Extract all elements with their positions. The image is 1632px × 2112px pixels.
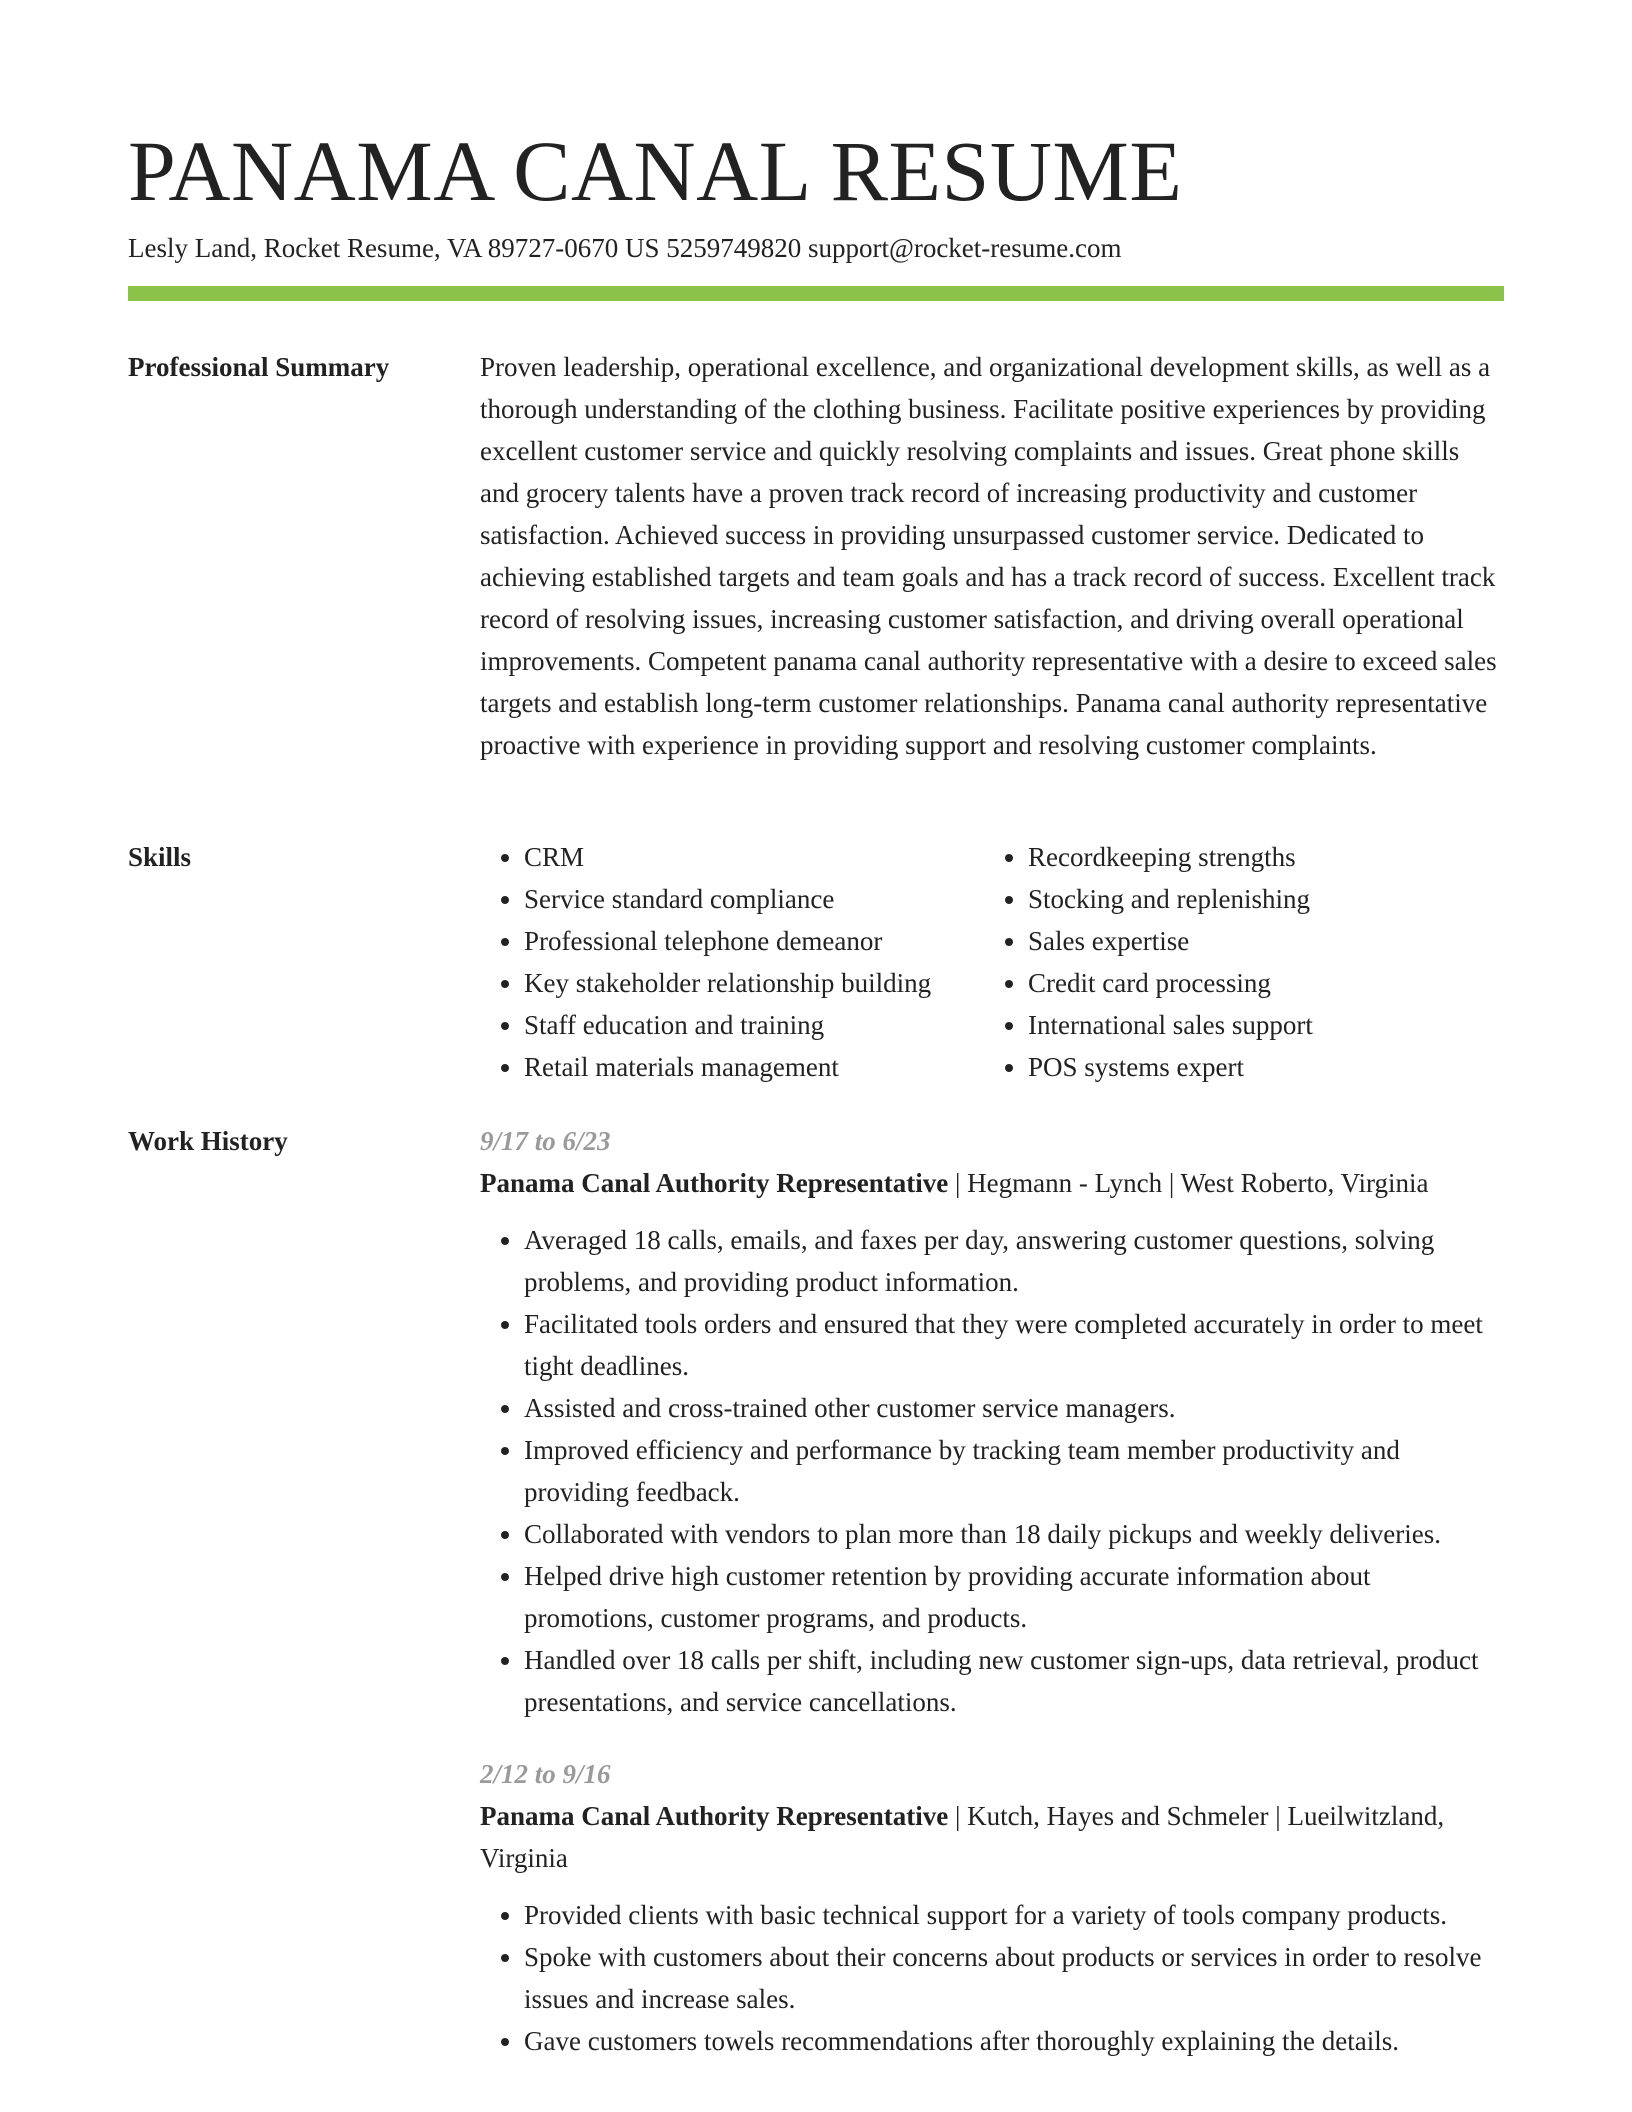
job-heading [480, 1795, 1504, 1879]
job-heading [480, 1162, 1504, 1204]
skill-item: • Recordkeeping strengths [1028, 836, 1488, 878]
skill-item: • POS systems expert [1028, 1046, 1488, 1088]
skills-columns [480, 836, 1504, 1088]
job-entry [480, 1120, 1504, 1723]
job-dates: 2/12 to 9/16 [480, 1759, 611, 1789]
job-bullet: • Handled over 18 calls per shift, including new customer sign-ups, data retrieval, product presentations, and service cancellations. [524, 1639, 1504, 1723]
skills-body [480, 836, 1504, 1088]
summary-text: Proven leadership, operational excellence, and organizational development skills, as well as a thorough understanding of the clothing business. Facilitate positive experiences by providing excellent customer service and quickly resolving complaints and issues. Great phone skills and grocery talents have a proven track record of increasing productivity and customer satisfaction. Achieved success in providing unsurpassed customer service. Dedicated to achieving established targets and team goals and has a track record of success. Excellent track record of resolving issues, increasing customer satisfaction, and driving overall operational improvements. Competent panama canal authority representative with a desire to exceed sales targets and establish long-term customer relationships. Panama canal authority representative proactive with experience in providing support and resolving customer complaints. [480, 352, 1497, 760]
job-title: Panama Canal Authority Representative [480, 1168, 949, 1198]
work-history-body [480, 1120, 1504, 2092]
accent-divider [128, 286, 1504, 301]
job-entry [480, 1753, 1504, 2062]
skills-list-left [480, 836, 984, 1088]
work-history-heading: Work History [128, 1126, 288, 1156]
job-details: | Kutch, Hayes and Schmeler | Lueilwitzland, Virginia [480, 1801, 1445, 1873]
skill-item: • Retail materials management [524, 1046, 984, 1088]
summary-body [480, 346, 1504, 766]
job-bullet: • Assisted and cross-trained other customer service managers. [524, 1387, 1504, 1429]
job-bullet: • Collaborated with vendors to plan more than 18 daily pickups and weekly deliveries. [524, 1513, 1504, 1555]
job-dates: 9/17 to 6/23 [480, 1126, 611, 1156]
skill-item: • Credit card processing [1028, 962, 1488, 1004]
job-bullet: • Facilitated tools orders and ensured that they were completed accurately in order to meet tight deadlines. [524, 1303, 1504, 1387]
job-bullet: • Helped drive high customer retention by providing accurate information about promotions, customer programs, and products. [524, 1555, 1504, 1639]
skills-list-right [984, 836, 1488, 1088]
job-title: Panama Canal Authority Representative [480, 1801, 949, 1831]
skill-item: • Staff education and training [524, 1004, 984, 1046]
job-bullet: • Spoke with customers about their concerns about products or services in order to resolve issues and increase sales. [524, 1936, 1504, 2020]
skill-item: • Sales expertise [1028, 920, 1488, 962]
job-bullet: • Provided clients with basic technical support for a variety of tools company products. [524, 1894, 1504, 1936]
skill-item: • Key stakeholder relationship building [524, 962, 984, 1004]
skill-item: • CRM [524, 836, 984, 878]
skill-item: • Service standard compliance [524, 878, 984, 920]
job-details: | Hegmann - Lynch | West Roberto, Virginia [948, 1168, 1429, 1198]
contact-line: Lesly Land, Rocket Resume, VA 89727-0670 US 5259749820 support@rocket-resume.com [128, 233, 1122, 263]
job-bullet: • Improved efficiency and performance by tracking team member productivity and providing feedback. [524, 1429, 1504, 1513]
skill-item: • International sales support [1028, 1004, 1488, 1046]
skill-item: • Stocking and replenishing [1028, 878, 1488, 920]
job-bullet-list [480, 1894, 1504, 2062]
resume-title: PANAMA CANAL RESUME [128, 123, 1183, 219]
job-bullet: • Gave customers towels recommendations after thoroughly explaining the details. [524, 2020, 1504, 2062]
job-bullet-list [480, 1219, 1504, 1723]
job-bullet: • Averaged 18 calls, emails, and faxes per day, answering customer questions, solving problems, and providing product information. [524, 1219, 1504, 1303]
summary-heading: Professional Summary [128, 352, 390, 382]
skills-heading: Skills [128, 842, 192, 872]
skill-item: • Professional telephone demeanor [524, 920, 984, 962]
